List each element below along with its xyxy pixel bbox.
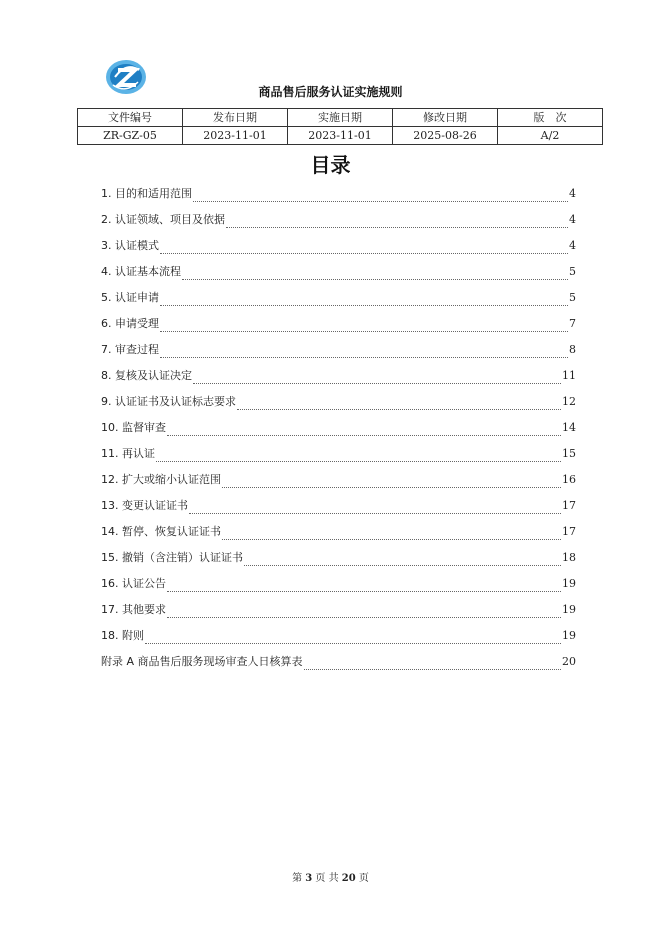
toc-entry-label: 18. 附则 xyxy=(101,629,144,642)
toc-entry[interactable] xyxy=(101,367,576,393)
footer-prefix: 第 xyxy=(292,873,303,884)
toc-dot-leader xyxy=(160,245,568,254)
meta-value-version: A/2 xyxy=(498,127,603,145)
toc-entry[interactable] xyxy=(101,211,576,237)
meta-header-row xyxy=(78,109,603,127)
table-of-contents xyxy=(101,185,576,679)
toc-entry-label: 7. 审查过程 xyxy=(101,343,159,356)
toc-dot-leader xyxy=(145,635,561,644)
toc-entry-label: 10. 监督审查 xyxy=(101,421,166,434)
toc-entry-page: 4 xyxy=(569,187,576,200)
toc-dot-leader xyxy=(193,375,561,384)
toc-entry[interactable] xyxy=(101,315,576,341)
toc-entry-page: 19 xyxy=(562,629,576,642)
toc-entry-page: 11 xyxy=(562,369,576,382)
toc-entry-label: 12. 扩大或缩小认证范围 xyxy=(101,473,221,486)
footer-mid: 页 共 xyxy=(315,873,339,884)
toc-entry-page: 12 xyxy=(562,395,576,408)
toc-dot-leader xyxy=(193,193,568,202)
toc-dot-leader xyxy=(167,427,561,436)
toc-entry-page: 15 xyxy=(562,447,576,460)
document-title: 商品售后服务认证实施规则 xyxy=(258,85,403,99)
toc-entry[interactable] xyxy=(101,653,576,679)
toc-entry[interactable] xyxy=(101,497,576,523)
toc-entry-page: 5 xyxy=(569,291,576,304)
toc-entry[interactable] xyxy=(101,237,576,263)
footer-suffix: 页 xyxy=(358,873,369,884)
toc-dot-leader xyxy=(160,323,568,332)
toc-entry[interactable] xyxy=(101,185,576,211)
toc-entry-page: 4 xyxy=(569,213,576,226)
toc-dot-leader xyxy=(222,531,561,540)
footer-total-pages: 20 xyxy=(341,873,356,884)
toc-entry[interactable] xyxy=(101,471,576,497)
toc-entry[interactable] xyxy=(101,575,576,601)
toc-entry-label: 13. 变更认证证书 xyxy=(101,499,188,512)
toc-dot-leader xyxy=(244,557,561,566)
toc-entry-page: 5 xyxy=(569,265,576,278)
toc-dot-leader xyxy=(167,583,561,592)
footer-current-page: 3 xyxy=(305,873,313,884)
toc-entry-page: 17 xyxy=(562,525,576,538)
toc-entry-page: 17 xyxy=(562,499,576,512)
toc-dot-leader xyxy=(182,271,568,280)
page-footer xyxy=(0,869,661,884)
meta-header-publish-date: 发布日期 xyxy=(183,109,288,127)
toc-dot-leader xyxy=(304,661,561,670)
toc-dot-leader xyxy=(189,505,561,514)
meta-header-version: 版 次 xyxy=(498,109,603,127)
toc-entry-label: 15. 撤销（含注销）认证证书 xyxy=(101,551,243,564)
toc-entry[interactable] xyxy=(101,627,576,653)
meta-value-revision-date: 2025-08-26 xyxy=(393,127,498,145)
toc-entry[interactable] xyxy=(101,549,576,575)
toc-entry-page: 14 xyxy=(562,421,576,434)
toc-entry[interactable] xyxy=(101,341,576,367)
toc-entry[interactable] xyxy=(101,445,576,471)
toc-entry[interactable] xyxy=(101,419,576,445)
toc-dot-leader xyxy=(222,479,561,488)
toc-entry-label: 5. 认证申请 xyxy=(101,291,159,304)
toc-entry-label: 3. 认证模式 xyxy=(101,239,159,252)
toc-dot-leader xyxy=(167,609,561,618)
toc-entry-label: 14. 暂停、恢复认证证书 xyxy=(101,525,221,538)
toc-dot-leader xyxy=(160,349,568,358)
toc-entry-label: 8. 复核及认证决定 xyxy=(101,369,192,382)
toc-entry-label: 6. 申请受理 xyxy=(101,317,159,330)
toc-entry-label: 11. 再认证 xyxy=(101,447,155,460)
toc-entry-page: 20 xyxy=(562,655,576,668)
toc-dot-leader xyxy=(156,453,561,462)
toc-dot-leader xyxy=(160,297,568,306)
meta-value-doc-no: ZR-GZ-05 xyxy=(78,127,183,145)
toc-entry-page: 7 xyxy=(569,317,576,330)
toc-entry[interactable] xyxy=(101,263,576,289)
toc-entry[interactable] xyxy=(101,601,576,627)
toc-entry-page: 19 xyxy=(562,577,576,590)
toc-entry-label: 17. 其他要求 xyxy=(101,603,166,616)
toc-entry-page: 8 xyxy=(569,343,576,356)
toc-entry-page: 4 xyxy=(569,239,576,252)
toc-entry-label: 2. 认证领域、项目及依据 xyxy=(101,213,225,226)
toc-entry-label: 附录 A 商品售后服务现场审查人日核算表 xyxy=(101,655,303,668)
toc-dot-leader xyxy=(237,401,561,410)
meta-value-effective-date: 2023-11-01 xyxy=(288,127,393,145)
document-meta-table xyxy=(77,108,603,145)
toc-entry-label: 4. 认证基本流程 xyxy=(101,265,181,278)
toc-entry-label: 16. 认证公告 xyxy=(101,577,166,590)
toc-entry-label: 1. 目的和适用范围 xyxy=(101,187,192,200)
meta-header-doc-no: 文件编号 xyxy=(78,109,183,127)
meta-header-effective-date: 实施日期 xyxy=(288,109,393,127)
meta-value-row xyxy=(78,127,603,145)
toc-entry-page: 19 xyxy=(562,603,576,616)
toc-entry[interactable] xyxy=(101,289,576,315)
toc-title: 目录 xyxy=(310,153,351,177)
toc-entry[interactable] xyxy=(101,393,576,419)
meta-header-revision-date: 修改日期 xyxy=(393,109,498,127)
toc-dot-leader xyxy=(226,219,568,228)
meta-value-publish-date: 2023-11-01 xyxy=(183,127,288,145)
toc-entry-page: 16 xyxy=(562,473,576,486)
toc-entry-page: 18 xyxy=(562,551,576,564)
toc-entry-label: 9. 认证证书及认证标志要求 xyxy=(101,395,236,408)
toc-entry[interactable] xyxy=(101,523,576,549)
